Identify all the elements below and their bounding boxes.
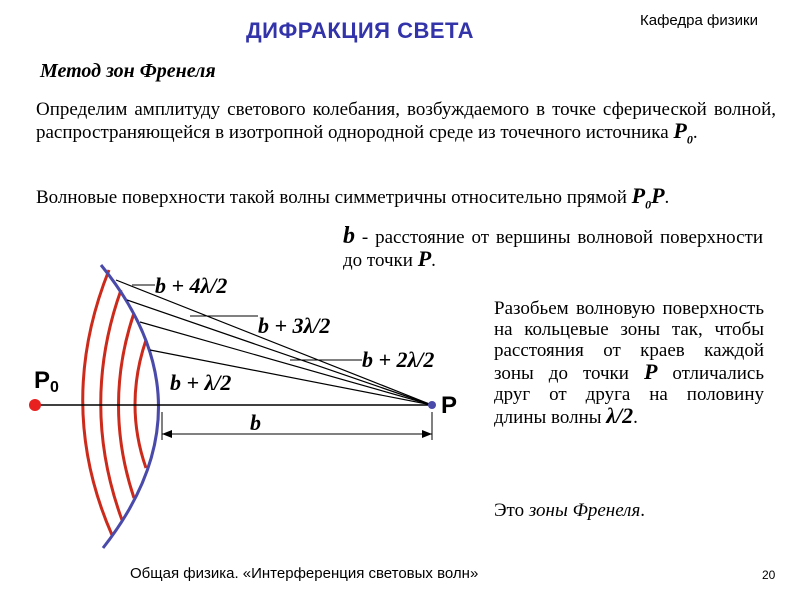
fresnel-end: . bbox=[640, 500, 646, 521]
zones-text: Разобьем волновую поверхность на кольцевые зоны так, чтобы расстояния от краев каждой зоны до точки bbox=[494, 298, 764, 384]
lambda-half-symbol: λ/2 bbox=[606, 403, 634, 428]
b-symbol: b bbox=[343, 223, 355, 249]
section-subtitle: Метод зон Френеля bbox=[40, 60, 216, 82]
label-p: P bbox=[441, 392, 458, 419]
page-number: 20 bbox=[762, 568, 776, 582]
dim-arrow-left bbox=[162, 430, 172, 438]
zone-arc-4 bbox=[83, 270, 112, 535]
slide-title: ДИФРАКЦИЯ СВЕТА bbox=[245, 18, 474, 43]
point-p0-inline: $P_0$ bbox=[673, 118, 693, 147]
fresnel-text: Это bbox=[494, 500, 525, 521]
label-b4: b + 4λ/2 bbox=[155, 273, 228, 298]
ray-4 bbox=[116, 280, 435, 405]
dim-arrow-right bbox=[422, 430, 432, 438]
label-p0: P0 bbox=[34, 367, 59, 396]
label-b1: b + λ/2 bbox=[170, 370, 232, 395]
label-b3: b + 3λ/2 bbox=[258, 313, 331, 338]
intro-text: Определим амплитуду светового колебания, возбуждаемого в точке сферической волной, распространяющейся в изотропной однородной среде из точечного источника bbox=[36, 99, 776, 143]
zones-text-2: отличались друг от друга на половину длины волны bbox=[494, 363, 765, 428]
distance-b-end: . bbox=[431, 250, 436, 271]
zone-arc-1 bbox=[135, 340, 146, 468]
label-b2: b + 2λ/2 bbox=[362, 347, 435, 372]
department-label: Кафедра физики bbox=[640, 12, 758, 29]
point-p-inline: P bbox=[417, 246, 432, 271]
line-p0p-symbol: $P_0P$ bbox=[631, 183, 665, 212]
intro-end: . bbox=[692, 122, 698, 143]
observation-point-p bbox=[428, 401, 436, 409]
symmetry-end: . bbox=[664, 187, 670, 208]
distance-b-text: - расстояние от вершины волновой поверхности до точки bbox=[343, 227, 763, 271]
source-point-p0 bbox=[29, 399, 41, 411]
footer-course: Общая физика. «Интерференция световых волн» bbox=[130, 565, 479, 582]
zones-end: . bbox=[633, 407, 638, 428]
symmetry-text: Волновые поверхности такой волны симметричны относительно прямой bbox=[36, 187, 627, 208]
label-b: b bbox=[250, 410, 261, 435]
point-p-zones: P bbox=[643, 359, 658, 384]
fresnel-term: зоны Френеля bbox=[528, 500, 641, 521]
